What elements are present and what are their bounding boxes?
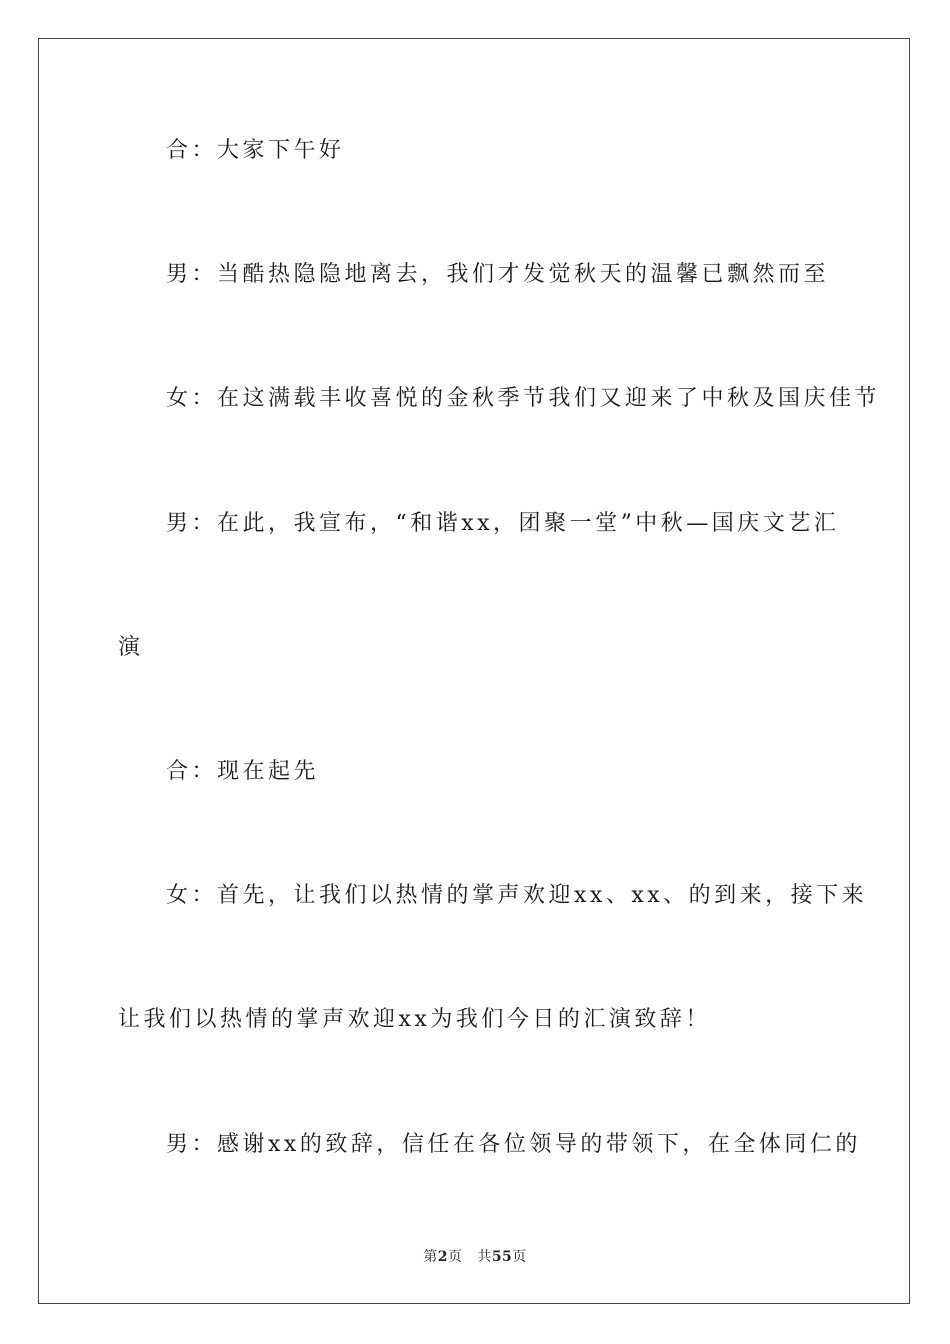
text-line-5: 演 [118, 635, 144, 660]
text-line-8: 让我们以热情的掌声欢迎xx为我们今日的汇演致辞！ [118, 1007, 711, 1032]
text-line-3: 女：在这满载丰收喜悦的金秋季节我们又迎来了中秋及国庆佳节 [166, 386, 881, 411]
footer-page-number: 2 [437, 1249, 448, 1265]
text-line-2: 男：当酷热隐隐地离去，我们才发觉秋天的温馨已飘然而至 [166, 262, 830, 287]
footer-page-suffix: 页 [447, 1249, 463, 1265]
text-line-6: 合：现在起先 [166, 759, 320, 784]
footer-page-prefix: 第 [423, 1249, 438, 1265]
text-line-9: 男：感谢xx的致辞，信任在各位领导的带领下，在全体同仁的 [166, 1132, 861, 1157]
footer-total-pages: 55 [491, 1249, 513, 1265]
footer-total-suffix: 页 [512, 1249, 527, 1265]
text-line-1: 合：大家下午好 [166, 138, 345, 163]
page-footer [0, 1246, 950, 1266]
footer-total-prefix: 共 [477, 1249, 492, 1265]
text-line-4: 男：在此，我宣布，“和谐xx，团聚一堂”中秋—国庆文艺汇 [166, 511, 840, 536]
text-line-7: 女：首先，让我们以热情的掌声欢迎xx、xx、的到来，接下来 [166, 883, 868, 908]
page-border [38, 38, 910, 1304]
